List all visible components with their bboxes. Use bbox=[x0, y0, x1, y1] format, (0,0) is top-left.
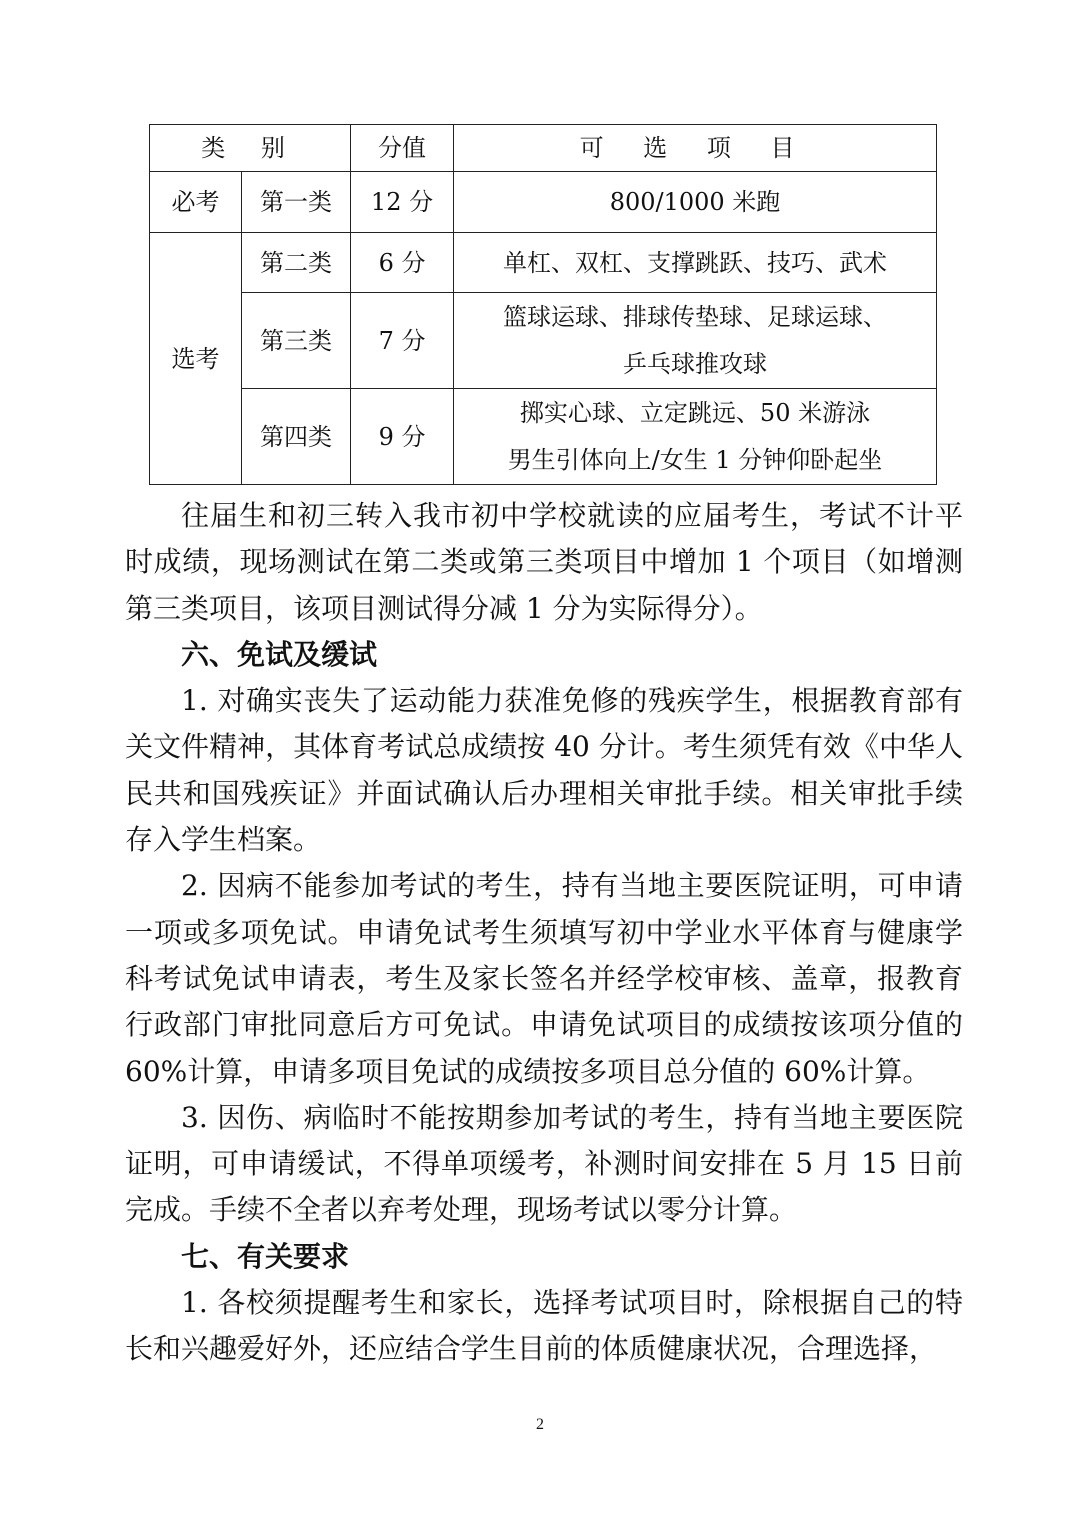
table-row bbox=[150, 389, 937, 485]
projects-line: 乒乓球推攻球 bbox=[623, 349, 767, 378]
header-projects: 可 选 项 目 bbox=[454, 125, 937, 172]
projects-cell bbox=[454, 389, 937, 485]
table-row bbox=[150, 293, 937, 389]
table-row bbox=[150, 233, 937, 293]
score-cell: 6 分 bbox=[351, 233, 454, 293]
projects-cell: 800/1000 米跑 bbox=[454, 172, 937, 233]
projects-line: 篮球运球、排球传垫球、足球运球、 bbox=[503, 302, 887, 331]
sub-category: 第三类 bbox=[242, 293, 351, 389]
paragraph: 2. 因病不能参加考试的考生，持有当地主要医院证明，可申请一项或多项免试。申请免试考生须填写初中学业水平体育与健康学科考试免试申请表，考生及家长签名并经学校审核、盖章，报教育行政部门审批同意后方可免试。申请免试项目的成绩按该项分值的 60%计算，申请多项目免试的成绩按多项目总分值的 60%计算。 bbox=[125, 869, 963, 1088]
sub-category: 第二类 bbox=[242, 233, 351, 293]
exam-items-table bbox=[149, 124, 937, 485]
section-heading: 七、有关要求 bbox=[181, 1239, 350, 1273]
header-score: 分值 bbox=[351, 125, 454, 172]
paragraph: 往届生和初三转入我市初中学校就读的应届考生，考试不计平时成绩，现场测试在第二类或第三类项目中增加 1 个项目（如增测第三类项目，该项目测试得分减 1 分为实际得分）。 bbox=[125, 499, 963, 625]
header-category: 类 别 bbox=[150, 125, 351, 172]
document-body bbox=[125, 493, 963, 1373]
table-header-row bbox=[150, 125, 937, 172]
category-elective: 选考 bbox=[150, 233, 242, 485]
projects-line: 男生引体向上/女生 1 分钟仰卧起坐 bbox=[507, 445, 883, 474]
section-heading: 六、免试及缓试 bbox=[181, 637, 378, 671]
paragraph: 3. 因伤、病临时不能按期参加考试的考生，持有当地主要医院证明，可申请缓试，不得单项缓考，补测时间安排在 5 月 15 日前完成。手续不全者以弃考处理，现场考试以零分计算。 bbox=[125, 1100, 963, 1227]
projects-line: 掷实心球、立定跳远、50 米游泳 bbox=[519, 398, 871, 427]
table-row bbox=[150, 172, 937, 233]
paragraph: 1. 各校须提醒考生和家长，选择考试项目时，除根据自己的特长和兴趣爱好外，还应结合学生目前的体质健康状况，合理选择， bbox=[125, 1286, 963, 1366]
score-cell: 7 分 bbox=[351, 293, 454, 389]
page-number: 2 bbox=[536, 1416, 544, 1433]
sub-category: 第四类 bbox=[242, 389, 351, 485]
score-cell: 9 分 bbox=[351, 389, 454, 485]
score-cell: 12 分 bbox=[351, 172, 454, 233]
sub-category: 第一类 bbox=[242, 172, 351, 233]
paragraph: 1. 对确实丧失了运动能力获准免修的残疾学生，根据教育部有关文件精神，其体育考试总成绩按 40 分计。考生须凭有效《中华人民共和国残疾证》并面试确认后办理相关审批手续。相关审批手续存入学生档案。 bbox=[125, 684, 963, 857]
projects-cell: 单杠、双杠、支撑跳跃、技巧、武术 bbox=[454, 233, 937, 293]
projects-cell bbox=[454, 293, 937, 389]
category-required: 必考 bbox=[150, 172, 242, 233]
